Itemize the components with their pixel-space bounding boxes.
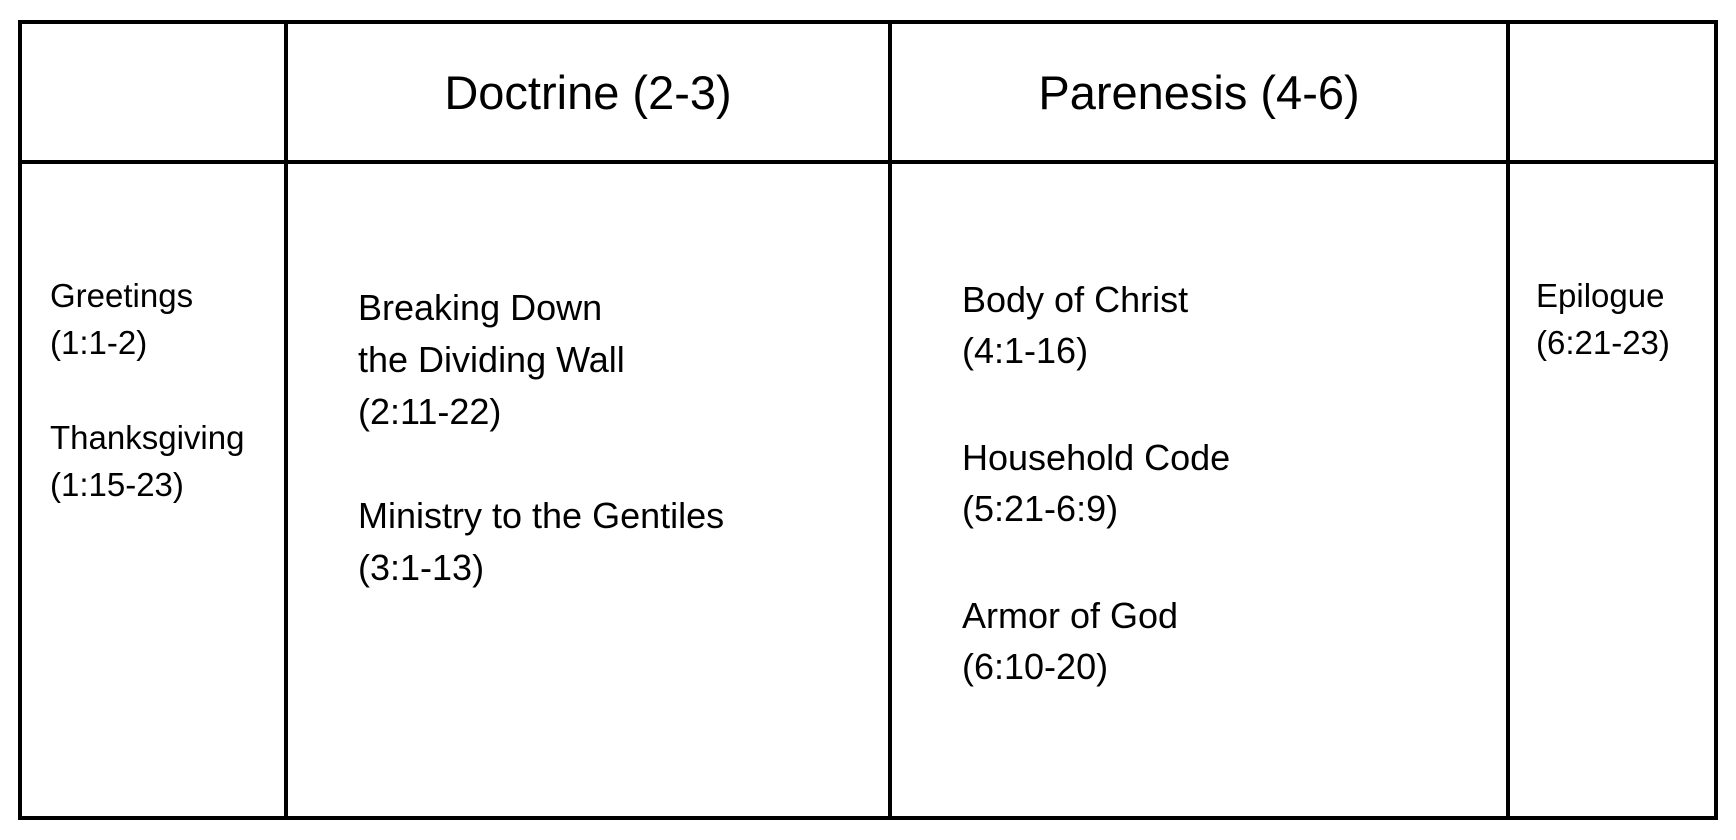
column-intro xyxy=(50,272,244,508)
section-title: Breaking Down the Dividing Wall xyxy=(358,287,625,380)
header-divider xyxy=(22,160,1714,164)
section-title: Epilogue xyxy=(1536,277,1665,314)
section-title: Household Code xyxy=(962,437,1231,478)
header-parenesis: Parenesis (4-6) xyxy=(1038,65,1360,119)
section-reference: (5:21-6:9) xyxy=(962,488,1119,529)
structure-table xyxy=(18,20,1718,820)
header-epilogue xyxy=(1510,24,1718,160)
section-body-of-christ xyxy=(962,274,1230,376)
section-reference: (4:1-16) xyxy=(962,330,1089,371)
section-reference: (1:1-2) xyxy=(50,324,148,361)
section-greetings xyxy=(50,272,244,366)
section-title: Armor of God xyxy=(962,595,1179,636)
header-doctrine: Doctrine (2-3) xyxy=(444,65,732,119)
section-title: Ministry to the Gentiles xyxy=(358,495,725,536)
section-reference: (3:1-13) xyxy=(358,547,485,588)
column-parenesis xyxy=(962,274,1230,692)
section-thanksgiving xyxy=(50,414,244,508)
section-reference: (6:21-23) xyxy=(1536,324,1670,361)
section-reference: (1:15-23) xyxy=(50,466,184,503)
section-dividing-wall xyxy=(358,282,724,438)
section-reference: (2:11-22) xyxy=(358,391,502,432)
section-ministry-gentiles xyxy=(358,490,724,594)
section-household-code xyxy=(962,432,1230,534)
column-doctrine xyxy=(358,282,724,594)
section-epilogue xyxy=(1536,272,1670,366)
column-epilogue xyxy=(1536,272,1670,366)
header-intro xyxy=(22,24,284,160)
section-title: Thanksgiving xyxy=(50,419,245,456)
section-title: Greetings xyxy=(50,277,194,314)
section-title: Body of Christ xyxy=(962,279,1189,320)
section-armor-of-god xyxy=(962,590,1230,692)
section-reference: (6:10-20) xyxy=(962,646,1109,687)
